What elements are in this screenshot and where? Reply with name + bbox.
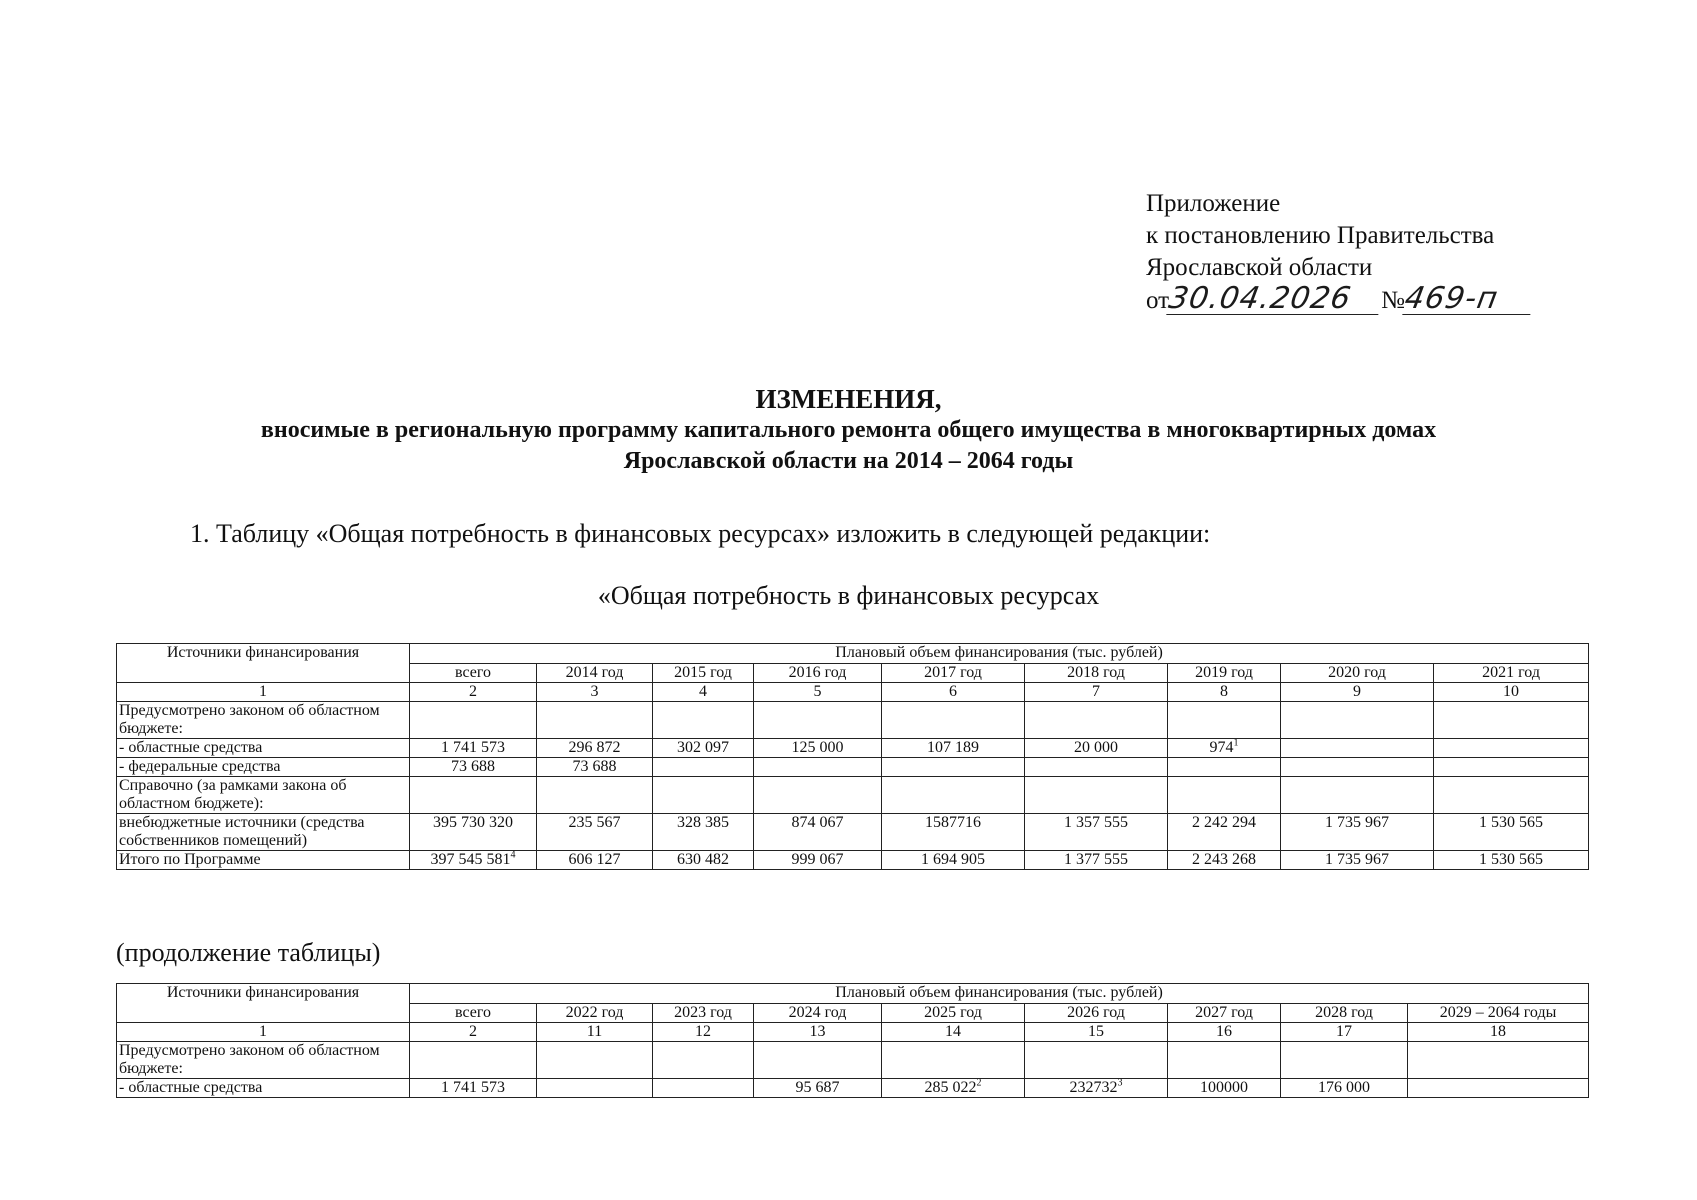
table-row [117, 777, 1589, 814]
column-number: 14 [882, 1023, 1025, 1042]
table-cell [1025, 702, 1168, 739]
table-cell [882, 1042, 1025, 1079]
table-cell [1434, 777, 1589, 814]
column-number: 5 [754, 683, 882, 702]
financing-table-main [116, 643, 1589, 870]
row-label: Справочно (за рамками закона об областном бюджете): [117, 777, 410, 814]
table-cell [1025, 739, 1168, 758]
table-cell [754, 702, 882, 739]
cell-value: 974 [1209, 739, 1234, 756]
cell-value: 125 000 [791, 739, 844, 756]
column-number: 17 [1281, 1023, 1408, 1042]
table-cell [410, 814, 537, 851]
row-label: Предусмотрено законом об областном бюджете: [117, 702, 410, 739]
table-cell [1025, 814, 1168, 851]
cell-value: 397 545 581 [430, 851, 511, 868]
table-cell [754, 814, 882, 851]
table-cell [1408, 1042, 1589, 1079]
document-title [0, 384, 1697, 477]
table-cell [1281, 777, 1434, 814]
cell-value: 395 730 320 [433, 814, 513, 831]
column-header: 2026 год [1025, 1004, 1168, 1023]
column-header: всего [410, 664, 537, 683]
table-cell [537, 702, 653, 739]
cell-value: 1 741 573 [441, 739, 505, 756]
column-header: 2016 год [754, 664, 882, 683]
table-cell [1168, 1042, 1281, 1079]
table-cell [410, 851, 537, 870]
table-cell [1434, 758, 1589, 777]
table-cell [1281, 1042, 1408, 1079]
table-cell [882, 739, 1025, 758]
table-cell [1025, 758, 1168, 777]
column-header: 2029 – 2064 годы [1408, 1004, 1589, 1023]
table-cell [537, 1079, 653, 1098]
column-number: 6 [882, 683, 1025, 702]
column-header: 2025 год [882, 1004, 1025, 1023]
table-cell [882, 814, 1025, 851]
table-cell [1281, 1079, 1408, 1098]
table-cell [1281, 758, 1434, 777]
cell-value: 1 530 565 [1479, 851, 1544, 868]
column-header: 2027 год [1168, 1004, 1281, 1023]
table-cell [653, 739, 754, 758]
cell-value: 606 127 [568, 851, 621, 868]
table-cell [754, 851, 882, 870]
table-cell [754, 1079, 882, 1098]
table-row [117, 814, 1589, 851]
table-cell [1281, 739, 1434, 758]
table-cell [537, 758, 653, 777]
row-label: Итого по Программе [117, 851, 410, 870]
table-cell [410, 702, 537, 739]
table-cell [410, 1042, 537, 1079]
cell-value: 2 242 294 [1192, 814, 1256, 831]
column-number: 4 [653, 683, 754, 702]
table-cell [1434, 814, 1589, 851]
table-cell [1025, 851, 1168, 870]
footnote-mark: 3 [1117, 1078, 1123, 1089]
cell-value: 999 067 [791, 851, 844, 868]
row-label: Предусмотрено законом об областном бюджете: [117, 1042, 410, 1079]
table-row [117, 851, 1589, 870]
table-cell [537, 851, 653, 870]
column-number: 2 [410, 1023, 537, 1042]
table-row [117, 758, 1589, 777]
row-label: - областные средства [117, 1079, 410, 1098]
table-cell [1434, 851, 1589, 870]
column-number: 8 [1168, 683, 1281, 702]
column-header: 2028 год [1281, 1004, 1408, 1023]
column-number: 2 [410, 683, 537, 702]
cell-value: 302 097 [677, 739, 729, 756]
cell-value: 1587716 [925, 814, 981, 831]
volume-header: Плановый объем финансирования (тыс. рублей) [410, 644, 1589, 664]
title-line-2: вносимые в региональную программу капитального ремонта общего имущества в многоквартирных домах [260, 417, 1437, 443]
from-label: от [1146, 287, 1170, 314]
cell-value: 1 357 555 [1064, 814, 1128, 831]
table-cell [1281, 814, 1434, 851]
table-cell [410, 758, 537, 777]
table-cell [1168, 702, 1281, 739]
table-cell [653, 758, 754, 777]
table-cell [653, 814, 754, 851]
handwritten-date: 30.04.2026 [1166, 284, 1383, 315]
table-cell [653, 702, 754, 739]
source-header: Источники финансирования [117, 984, 410, 1023]
header-row [117, 984, 1589, 1004]
table-cell [1168, 814, 1281, 851]
row-label: внебюджетные источники (средства собственников помещений) [117, 814, 410, 851]
column-number: 12 [653, 1023, 754, 1042]
column-number: 10 [1434, 683, 1589, 702]
column-number: 18 [1408, 1023, 1589, 1042]
cell-value: 328 385 [677, 814, 729, 831]
table-cell [1168, 1079, 1281, 1098]
title-line-3: Ярославской области на 2014 – 2064 годы [623, 448, 1074, 474]
footnote-mark: 1 [1233, 738, 1239, 749]
table-cell [754, 1042, 882, 1079]
column-number: 15 [1025, 1023, 1168, 1042]
column-number: 16 [1168, 1023, 1281, 1042]
cell-value: 73 688 [451, 758, 495, 775]
column-number: 9 [1281, 683, 1434, 702]
cell-value: 20 000 [1074, 739, 1118, 756]
column-header: 2023 год [653, 1004, 754, 1023]
table-cell [1025, 1042, 1168, 1079]
appendix-line-1: Приложение [1146, 190, 1281, 217]
column-number: 13 [754, 1023, 882, 1042]
table-cell [1281, 851, 1434, 870]
table-cell [410, 739, 537, 758]
table-cell [882, 758, 1025, 777]
cell-value: 73 688 [572, 758, 617, 775]
column-header: 2020 год [1281, 664, 1434, 683]
appendix-block [1146, 188, 1533, 317]
cell-value: 1 735 967 [1325, 851, 1389, 868]
table-row [117, 702, 1589, 739]
table-cell [410, 777, 537, 814]
cell-value: 100000 [1200, 1079, 1248, 1096]
column-header: 2021 год [1434, 664, 1589, 683]
table-cell [653, 777, 754, 814]
table-cell [1281, 702, 1434, 739]
table-cell [1434, 739, 1589, 758]
table-row [117, 739, 1589, 758]
table-cell [1168, 851, 1281, 870]
column-header: 2015 год [653, 664, 754, 683]
table-cell [537, 1042, 653, 1079]
column-number: 11 [537, 1023, 653, 1042]
table-cell [537, 777, 653, 814]
source-header: Источники финансирования [117, 644, 410, 683]
table-cell [882, 851, 1025, 870]
cell-value: 285 022 [924, 1079, 977, 1096]
table-cell [1168, 739, 1281, 758]
table-cell [410, 1079, 537, 1098]
cell-value: 2 243 268 [1192, 851, 1256, 868]
cell-value: 1 377 555 [1064, 851, 1128, 868]
table-cell [1168, 758, 1281, 777]
table-cell [1025, 777, 1168, 814]
cell-value: 874 067 [791, 814, 844, 831]
paragraph-1: 1. Таблицу «Общая потребность в финансовых ресурсах» изложить в следующей редакции: [190, 519, 1211, 548]
column-header: 2024 год [754, 1004, 882, 1023]
cell-value: 1 694 905 [921, 851, 985, 868]
handwritten-number: 469-п [1402, 284, 1535, 315]
financing-table-continuation [116, 983, 1589, 1098]
table-cell [754, 758, 882, 777]
column-number: 1 [117, 683, 410, 702]
column-header: 2017 год [882, 664, 1025, 683]
column-number-row [117, 683, 1589, 702]
table-cell [653, 1079, 754, 1098]
cell-value: 232732 [1069, 1079, 1118, 1096]
table-cell [754, 777, 882, 814]
table-cell [882, 702, 1025, 739]
header-row [117, 644, 1589, 664]
footnote-mark: 4 [510, 850, 516, 861]
table-cell [1408, 1079, 1589, 1098]
column-number: 1 [117, 1023, 410, 1042]
column-number-row [117, 1023, 1589, 1042]
number-label: № [1381, 287, 1405, 314]
table-row [117, 1079, 1589, 1098]
column-header: 2018 год [1025, 664, 1168, 683]
table-cell [1434, 702, 1589, 739]
column-header: 2019 год [1168, 664, 1281, 683]
cell-value: 1 530 565 [1479, 814, 1544, 831]
cell-value: 95 687 [795, 1079, 840, 1096]
table-cell [882, 1079, 1025, 1098]
continuation-label: (продолжение таблицы) [116, 938, 381, 967]
cell-value: 176 000 [1318, 1079, 1370, 1096]
column-number: 3 [537, 683, 653, 702]
table-cell [754, 739, 882, 758]
cell-value: 235 567 [568, 814, 621, 831]
footnote-mark: 2 [976, 1078, 982, 1089]
cell-value: 1 741 573 [441, 1079, 505, 1096]
column-header: 2022 год [537, 1004, 653, 1023]
cell-value: 296 872 [568, 739, 621, 756]
title-line-1: ИЗМЕНЕНИЯ, [755, 384, 942, 414]
table-row [117, 1042, 1589, 1079]
appendix-line-2: к постановлению Правительства [1146, 222, 1495, 249]
appendix-date-line [1146, 281, 1533, 317]
table-caption: «Общая потребность в финансовых ресурсах [597, 581, 1100, 610]
cell-value: 630 482 [677, 851, 729, 868]
row-label: - федеральные средства [117, 758, 410, 777]
column-header: 2014 год [537, 664, 653, 683]
table-cell [653, 851, 754, 870]
table-cell [882, 777, 1025, 814]
volume-header: Плановый объем финансирования (тыс. рублей) [410, 984, 1589, 1004]
column-number: 7 [1025, 683, 1168, 702]
table-cell [653, 1042, 754, 1079]
cell-value: 1 735 967 [1325, 814, 1389, 831]
table-cell [1025, 1079, 1168, 1098]
table-cell [1168, 777, 1281, 814]
column-header: всего [410, 1004, 537, 1023]
table-cell [537, 814, 653, 851]
cell-value: 107 189 [927, 739, 979, 756]
row-label: - областные средства [117, 739, 410, 758]
appendix-line-3: Ярославской области [1146, 254, 1373, 281]
table-cell [537, 739, 653, 758]
